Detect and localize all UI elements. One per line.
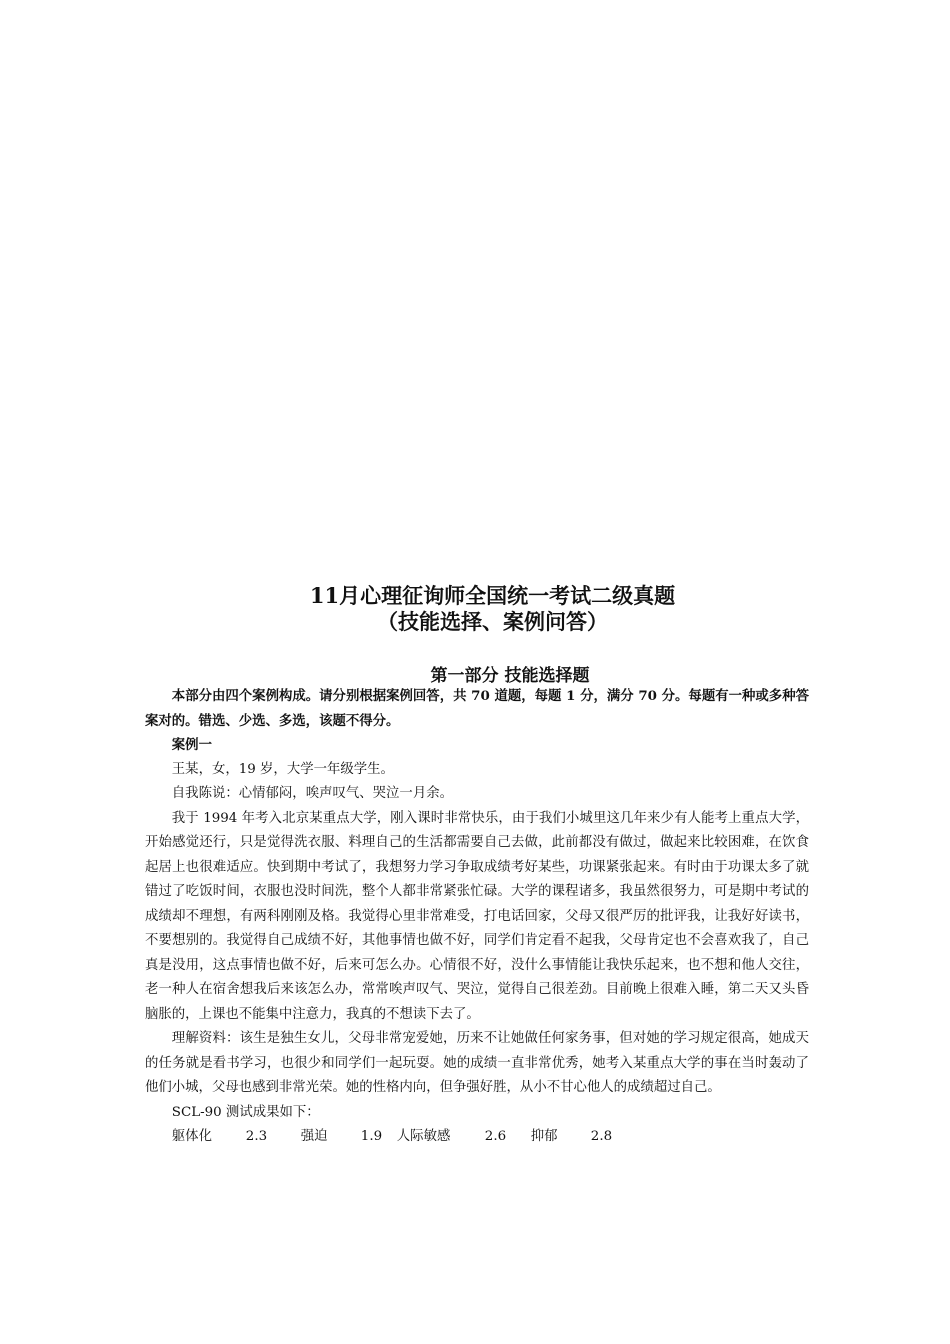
score-label: 人际敏感 — [396, 1129, 451, 1144]
score-label: 强迫 — [300, 1129, 328, 1144]
case-self-report-narrative: 我于 1994 年考入北京某重点大学，刚入课时非常快乐，由于我们小城里这几年来少有人能考上重点大学，开始感觉还行，只是觉得洗衣服、料理自己的生活都需要自己去做，此前都没有做过，做起来比较困难，在饮食起居上也很难适应。快到期中考试了，我想努力学习争取成绩考好某些，功课紧张起来。有时由于功课太多了就错过了吃饭时间，衣服也没时间洗，整个人都非常紧张忙碌。大学的课程诸多，我虽然很努力，可是期中考试的成绩却不理想，有两科刚刚及格。我觉得心里非常难受，打电话回家，父母又很严厉的批评我，让我好好读书，不要想别的。我觉得自己成绩不好，其他事情也做不好，同学们肯定看不起我，父母肯定也不会喜欢我了，自己真是没用，这点事情也做不好，后来可怎么办。心情很不好，没什么事情能让我快乐起来，也不想和他人交往，老一种人在宿舍想我后来该怎么办，常常唉声叹气、哭泣，觉得自己很差劲。目前晚上很难入睡，第二天又头昏脑胀的，上课也不能集中注意力，我真的不想读下去了。 — [145, 810, 809, 1022]
case-basic-info: 王某，女，19 岁，大学一年级学生。 — [171, 761, 394, 777]
score-value: 2.6 — [484, 1129, 507, 1144]
case-self-report-summary: 自我陈说：心情郁闷，唉声叹气、哭泣一月余。 — [171, 786, 453, 801]
score-label: 躯体化 — [171, 1129, 212, 1144]
document-subtitle: （技能选择、案例问答） — [377, 609, 608, 634]
document-title: 11月心理征询师全国统一考试二级真题 — [309, 583, 676, 608]
document-body — [145, 684, 809, 1150]
scl90-scores-row — [145, 1125, 809, 1150]
title-block — [0, 583, 950, 635]
scl90-intro: SCL-90 测试成果如下： — [171, 1104, 320, 1120]
score-label: 抑郁 — [530, 1129, 558, 1144]
instructions-paragraph: 本部分由四个案例构成。请分别根据案例回答，共 70 道题，每题 1 分，满分 70 分。每题有一种或多种答案对的。错选、少选、多选，该题不得分。 — [145, 688, 809, 729]
case-background-info: 理解资料：该生是独生女儿，父母非常宠爱她，历来不让她做任何家务事，但对她的学习规定很高，她成天的任务就是看书学习，也很少和同学们一起玩耍。她的成绩一直非常优秀，她考入某重点大学的事在当时轰动了他们小城，父母也感到非常光荣。她的性格内向，但争强好胜，从小不甘心他人的成绩超过自己。 — [145, 1031, 809, 1095]
score-value: 2.8 — [590, 1129, 613, 1144]
score-value: 2.3 — [245, 1129, 268, 1144]
score-value: 1.9 — [360, 1129, 383, 1144]
section-title: 第一部分 技能选择题 — [430, 666, 590, 686]
case-heading: 案例一 — [171, 737, 212, 753]
